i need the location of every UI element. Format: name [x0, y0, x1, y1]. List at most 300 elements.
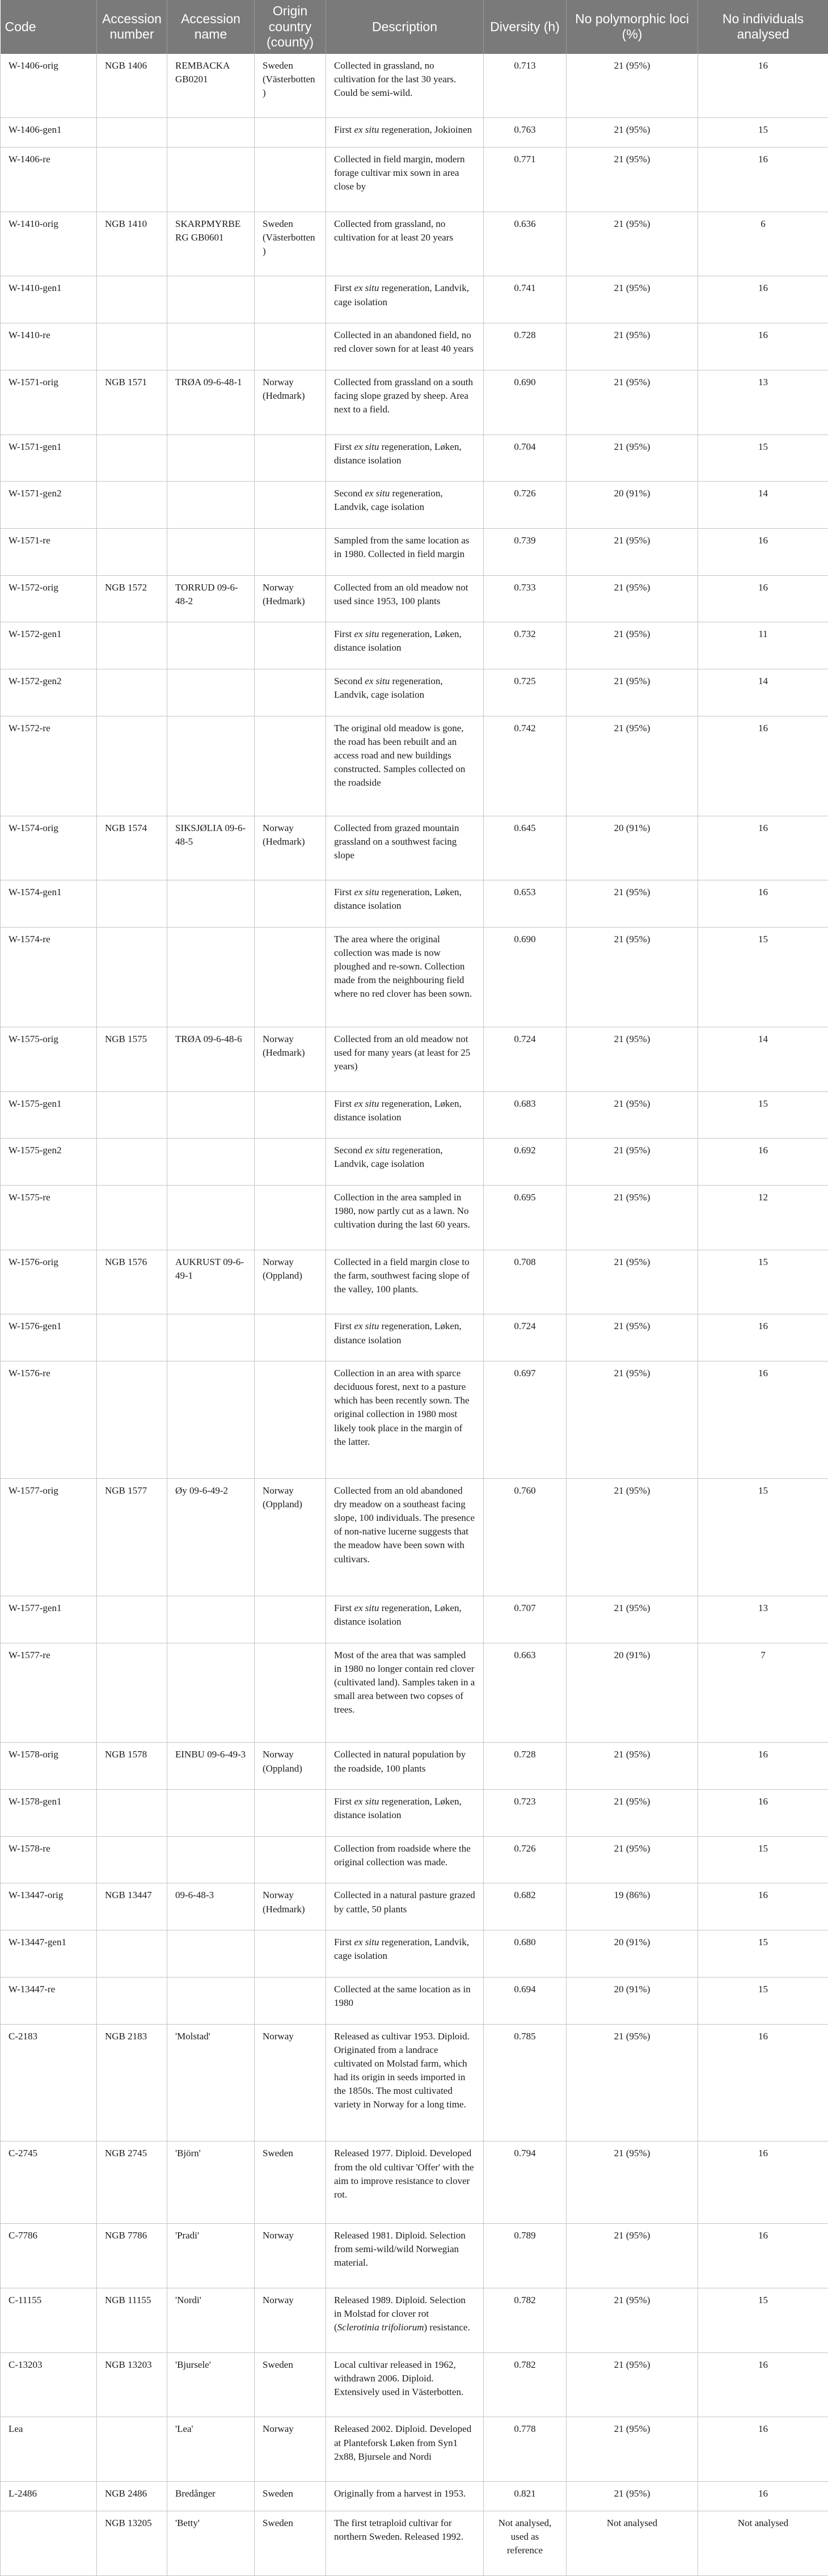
cell-accession-number [97, 482, 167, 529]
table-row [1, 1250, 828, 1314]
table-row [1, 1185, 828, 1250]
table-row [1, 716, 828, 816]
table-row [1, 1836, 828, 1883]
cell-description: Collected from grazed mountain grassland on a southwest facing slope [326, 816, 484, 880]
table-row [1, 54, 828, 118]
cell-accession-number: NGB 1571 [97, 370, 167, 435]
header-polymorphic-loci: No polymorphic loci (%) [567, 0, 698, 54]
italic-term: ex situ [354, 441, 379, 452]
cell-accession-name [167, 880, 255, 927]
cell-accession-name [167, 528, 255, 575]
cell-description [326, 1596, 484, 1643]
header-individuals: No individuals analysed [698, 0, 828, 54]
cell-accession-number [97, 1185, 167, 1250]
cell-individuals: 15 [698, 2288, 828, 2352]
cell-individuals: 15 [698, 118, 828, 147]
cell-accession-name: AUKRUST 09-6-49-1 [167, 1250, 255, 1314]
cell-description [326, 1314, 484, 1361]
cell-description [326, 482, 484, 529]
cell-accession-name: SKARPMYRBERG GB0601 [167, 212, 255, 276]
cell-polymorphic-loci: 21 (95%) [567, 1478, 698, 1596]
table-row [1, 212, 828, 276]
cell-accession-number [97, 1790, 167, 1837]
description-text: regeneration, Landvik, cage isolation [334, 1145, 443, 1170]
table-row [1, 2417, 828, 2482]
cell-polymorphic-loci: 21 (95%) [567, 716, 698, 816]
cell-diversity: 0.680 [484, 1930, 567, 1978]
cell-accession-number: NGB 1577 [97, 1478, 167, 1596]
italic-term: ex situ [354, 124, 379, 136]
cell-diversity: 0.785 [484, 2024, 567, 2141]
cell-accession-name [167, 1091, 255, 1139]
cell-polymorphic-loci: 21 (95%) [567, 435, 698, 482]
cell-accession-number: NGB 1406 [97, 54, 167, 118]
cell-polymorphic-loci: 21 (95%) [567, 1027, 698, 1091]
cell-polymorphic-loci: 21 (95%) [567, 2141, 698, 2224]
cell-accession-name: REMBACKA GB0201 [167, 54, 255, 118]
table-row [1, 1027, 828, 1091]
cell-polymorphic-loci: 21 (95%) [567, 1361, 698, 1479]
cell-origin [255, 927, 326, 1027]
italic-term: ex situ [354, 629, 379, 640]
cell-origin: Norway [255, 2224, 326, 2288]
cell-accession-number: NGB 2745 [97, 2141, 167, 2224]
cell-polymorphic-loci: 21 (95%) [567, 54, 698, 118]
cell-accession-number [97, 1139, 167, 1186]
cell-accession-number [97, 669, 167, 716]
cell-origin [255, 118, 326, 147]
table-row [1, 2482, 828, 2511]
cell-accession-number: NGB 11155 [97, 2288, 167, 2352]
cell-accession-name [167, 1790, 255, 1837]
table-row [1, 528, 828, 575]
cell-polymorphic-loci: 21 (95%) [567, 1743, 698, 1790]
cell-individuals: 16 [698, 1361, 828, 1479]
cell-origin [255, 147, 326, 212]
cell-origin [255, 716, 326, 816]
cell-code: W-1410-orig [1, 212, 97, 276]
cell-code: W-1578-orig [1, 1743, 97, 1790]
description-text: regeneration, Jokioinen [379, 124, 472, 136]
cell-code: W-1572-re [1, 716, 97, 816]
cell-accession-number [97, 1091, 167, 1139]
description-text: First [334, 1321, 354, 1332]
table-row [1, 2224, 828, 2288]
cell-individuals: 16 [698, 1883, 828, 1930]
cell-polymorphic-loci: 21 (95%) [567, 1596, 698, 1643]
cell-description: Collected in a natural pasture grazed by cattle, 50 plants [326, 1883, 484, 1930]
description-text: regeneration, Løken, distance isolation [334, 629, 462, 654]
cell-diversity: 0.741 [484, 276, 567, 323]
cell-diversity: 0.728 [484, 323, 567, 370]
cell-origin [255, 669, 326, 716]
table-row [1, 435, 828, 482]
cell-individuals: 16 [698, 2482, 828, 2511]
description-text: First [334, 124, 354, 136]
cell-polymorphic-loci: 21 (95%) [567, 1836, 698, 1883]
cell-accession-number: NGB 1576 [97, 1250, 167, 1314]
cell-code: W-1578-re [1, 1836, 97, 1883]
cell-origin [255, 1091, 326, 1139]
italic-term: ex situ [354, 1321, 379, 1332]
cell-accession-name: 'Molstad' [167, 2024, 255, 2141]
cell-polymorphic-loci: 21 (95%) [567, 2482, 698, 2511]
cell-origin: Sweden [255, 2511, 326, 2575]
cell-accession-number: NGB 13205 [97, 2511, 167, 2575]
cell-polymorphic-loci: 21 (95%) [567, 622, 698, 669]
italic-term: ex situ [365, 1145, 390, 1156]
cell-origin: Norway (Oppland) [255, 1250, 326, 1314]
cell-code: W-1572-gen1 [1, 622, 97, 669]
cell-individuals: 15 [698, 1478, 828, 1596]
cell-origin [255, 482, 326, 529]
table-row [1, 1361, 828, 1479]
cell-individuals: 16 [698, 880, 828, 927]
cell-diversity: 0.723 [484, 1790, 567, 1837]
cell-polymorphic-loci: 21 (95%) [567, 147, 698, 212]
cell-code: W-1577-orig [1, 1478, 97, 1596]
cell-accession-name [167, 1185, 255, 1250]
cell-diversity: 0.724 [484, 1314, 567, 1361]
table-row [1, 1478, 828, 1596]
header-diversity: Diversity (h) [484, 0, 567, 54]
cell-polymorphic-loci: 21 (95%) [567, 575, 698, 622]
cell-description: Collection from roadside where the original collection was made. [326, 1836, 484, 1883]
cell-accession-name: TRØA 09-6-48-1 [167, 370, 255, 435]
cell-diversity: 0.694 [484, 1977, 567, 2024]
cell-accession-name [167, 1139, 255, 1186]
cell-code: W-1575-gen1 [1, 1091, 97, 1139]
cell-polymorphic-loci: 21 (95%) [567, 212, 698, 276]
cell-description: Collected from grassland on a south facing slope grazed by sheep. Area next to a field. [326, 370, 484, 435]
cell-individuals: 15 [698, 1930, 828, 1978]
cell-diversity: 0.821 [484, 2482, 567, 2511]
cell-individuals: 15 [698, 927, 828, 1027]
cell-accession-number: NGB 7786 [97, 2224, 167, 2288]
cell-accession-number [97, 1836, 167, 1883]
italic-term: ex situ [354, 283, 379, 294]
cell-description [326, 1790, 484, 1837]
cell-accession-name: Øy 09-6-49-2 [167, 1478, 255, 1596]
cell-origin [255, 528, 326, 575]
description-text: First [334, 1602, 354, 1613]
cell-diversity: 0.725 [484, 669, 567, 716]
cell-origin: Norway (Hedmark) [255, 370, 326, 435]
italic-term: ex situ [354, 887, 379, 898]
cell-description [326, 669, 484, 716]
cell-code: W-1575-gen2 [1, 1139, 97, 1186]
cell-accession-number [97, 276, 167, 323]
cell-polymorphic-loci: 21 (95%) [567, 323, 698, 370]
cell-diversity: 0.726 [484, 1836, 567, 1883]
cell-description: Sampled from the same location as in 1980. Collected in field margin [326, 528, 484, 575]
table-row [1, 1091, 828, 1139]
cell-polymorphic-loci: 19 (86%) [567, 1883, 698, 1930]
cell-code: L-2486 [1, 2482, 97, 2511]
cell-code: W-1577-gen1 [1, 1596, 97, 1643]
cell-accession-number: NGB 1572 [97, 575, 167, 622]
table-row [1, 2288, 828, 2352]
cell-code: C-13203 [1, 2352, 97, 2417]
cell-accession-number [97, 927, 167, 1027]
cell-polymorphic-loci: 21 (95%) [567, 528, 698, 575]
description-text: Released 1989. Diploid. Selection in Molstad for clover rot ( [334, 2294, 466, 2333]
cell-description: Collected from an old abandoned dry meadow on a southeast facing slope, 100 individuals. The presence of non-native lucerne suggests that the meadow have been sown with cultivars. [326, 1478, 484, 1596]
cell-individuals: 6 [698, 212, 828, 276]
italic-term: ex situ [354, 1937, 379, 1948]
cell-accession-name [167, 1977, 255, 2024]
cell-diversity: 0.663 [484, 1643, 567, 1743]
cell-accession-number: NGB 2486 [97, 2482, 167, 2511]
cell-individuals: 16 [698, 1314, 828, 1361]
table-row [1, 927, 828, 1027]
description-text: First [334, 887, 354, 898]
header-accession-name: Accession name [167, 0, 255, 54]
table-row [1, 1596, 828, 1643]
cell-accession-number: NGB 1575 [97, 1027, 167, 1091]
cell-individuals: 16 [698, 528, 828, 575]
table-row [1, 118, 828, 147]
cell-accession-name [167, 482, 255, 529]
cell-code: W-13447-orig [1, 1883, 97, 1930]
cell-accession-name [167, 1314, 255, 1361]
cell-individuals: 14 [698, 1027, 828, 1091]
cell-accession-name [167, 118, 255, 147]
cell-code: W-1576-gen1 [1, 1314, 97, 1361]
cell-origin: Norway (Hedmark) [255, 1027, 326, 1091]
description-text: First [334, 441, 354, 452]
cell-code: W-1576-orig [1, 1250, 97, 1314]
cell-diversity: 0.771 [484, 147, 567, 212]
cell-individuals: 13 [698, 1596, 828, 1643]
cell-accession-number [97, 880, 167, 927]
cell-individuals: 16 [698, 1139, 828, 1186]
cell-description: Originally from a harvest in 1953. [326, 2482, 484, 2511]
cell-individuals: 16 [698, 276, 828, 323]
cell-accession-number [97, 622, 167, 669]
cell-individuals: 7 [698, 1643, 828, 1743]
cell-individuals: 12 [698, 1185, 828, 1250]
description-text: regeneration, Løken, distance isolation [334, 1321, 462, 1346]
cell-description: Local cultivar released in 1962, withdrawn 2006. Diploid. Extensively used in Västerbotten. [326, 2352, 484, 2417]
cell-polymorphic-loci: Not analysed [567, 2511, 698, 2575]
cell-description [326, 1930, 484, 1978]
cell-code: W-1577-re [1, 1643, 97, 1743]
cell-diversity: 0.760 [484, 1478, 567, 1596]
cell-diversity: 0.645 [484, 816, 567, 880]
cell-accession-number [97, 1977, 167, 2024]
cell-diversity: 0.789 [484, 2224, 567, 2288]
cell-individuals: 16 [698, 1743, 828, 1790]
italic-term: ex situ [354, 1098, 379, 1109]
description-text: regeneration, Løken, distance isolation [334, 887, 462, 912]
cell-code: W-1410-gen1 [1, 276, 97, 323]
table-row [1, 2141, 828, 2224]
cell-diversity: 0.690 [484, 927, 567, 1027]
cell-description: Collected in an abandoned field, no red clover sown for at least 40 years [326, 323, 484, 370]
cell-code: W-1406-re [1, 147, 97, 212]
cell-origin [255, 1836, 326, 1883]
cell-accession-name [167, 1361, 255, 1479]
table-row [1, 2352, 828, 2417]
cell-code [1, 2511, 97, 2575]
cell-origin: Norway (Oppland) [255, 1743, 326, 1790]
cell-diversity: 0.728 [484, 1743, 567, 1790]
cell-code: W-1572-orig [1, 575, 97, 622]
cell-accession-name [167, 147, 255, 212]
cell-description: Collected from an old meadow not used since 1953, 100 plants [326, 575, 484, 622]
cell-origin [255, 622, 326, 669]
cell-description: Collected from grassland, no cultivation for at least 20 years [326, 212, 484, 276]
cell-diversity: 0.683 [484, 1091, 567, 1139]
cell-diversity: 0.782 [484, 2288, 567, 2352]
cell-description: Collected in natural population by the roadside, 100 plants [326, 1743, 484, 1790]
cell-origin [255, 1977, 326, 2024]
cell-origin: Norway (Oppland) [255, 1478, 326, 1596]
cell-accession-number [97, 528, 167, 575]
header-accession-number: Accession number [97, 0, 167, 54]
cell-description [326, 435, 484, 482]
table-row [1, 1930, 828, 1978]
cell-individuals: 13 [698, 370, 828, 435]
table-row [1, 880, 828, 927]
cell-description [326, 2288, 484, 2352]
cell-description: Released 1977. Diploid. Developed from the old cultivar 'Offer' with the aim to improve resistance to clover rot. [326, 2141, 484, 2224]
cell-individuals: 14 [698, 482, 828, 529]
cell-polymorphic-loci: 21 (95%) [567, 1790, 698, 1837]
cell-description: Released 2002. Diploid. Developed at Planteforsk Løken from Syn1 2x88, Bjursele and Nordi [326, 2417, 484, 2482]
cell-diversity: 0.653 [484, 880, 567, 927]
cell-diversity: 0.682 [484, 1883, 567, 1930]
cell-code: W-1574-gen1 [1, 880, 97, 927]
cell-diversity: 0.708 [484, 1250, 567, 1314]
cell-diversity: 0.713 [484, 54, 567, 118]
cell-description [326, 276, 484, 323]
cell-code: W-1410-re [1, 323, 97, 370]
cell-individuals: 14 [698, 669, 828, 716]
cell-accession-name: 09-6-48-3 [167, 1883, 255, 1930]
cell-accession-number [97, 1361, 167, 1479]
table-row [1, 1977, 828, 2024]
cell-accession-number [97, 1643, 167, 1743]
cell-code: W-1571-gen2 [1, 482, 97, 529]
cell-accession-number [97, 1930, 167, 1978]
cell-accession-number [97, 118, 167, 147]
cell-individuals: 16 [698, 816, 828, 880]
cell-diversity: Not analysed, used as reference [484, 2511, 567, 2575]
cell-origin [255, 1930, 326, 1978]
italic-term: ex situ [354, 1796, 379, 1807]
cell-individuals: 16 [698, 2024, 828, 2141]
cell-polymorphic-loci: 20 (91%) [567, 1930, 698, 1978]
description-text: regeneration, Landvik, cage isolation [334, 1937, 469, 1962]
description-text: Second [334, 488, 365, 499]
table-row [1, 816, 828, 880]
cell-accession-name [167, 1930, 255, 1978]
cell-code: W-1571-orig [1, 370, 97, 435]
cell-polymorphic-loci: 21 (95%) [567, 1139, 698, 1186]
cell-origin: Norway (Hedmark) [255, 1883, 326, 1930]
cell-origin [255, 1596, 326, 1643]
cell-individuals: 16 [698, 1790, 828, 1837]
description-text: regeneration, Landvik, cage isolation [334, 283, 469, 307]
cell-origin [255, 1185, 326, 1250]
cell-origin [255, 1790, 326, 1837]
cell-accession-name [167, 276, 255, 323]
cell-diversity: 0.704 [484, 435, 567, 482]
cell-accession-name [167, 323, 255, 370]
cell-individuals: 16 [698, 2417, 828, 2482]
cell-diversity: 0.782 [484, 2352, 567, 2417]
description-text: regeneration, Løken, distance isolation [334, 1796, 462, 1821]
table-row [1, 1314, 828, 1361]
cell-individuals: 16 [698, 2224, 828, 2288]
cell-description [326, 880, 484, 927]
cell-code: C-11155 [1, 2288, 97, 2352]
description-text: regeneration, Landvik, cage isolation [334, 676, 443, 701]
cell-accession-name [167, 716, 255, 816]
cell-polymorphic-loci: 21 (95%) [567, 1314, 698, 1361]
cell-description: Released 1981. Diploid. Selection from semi-wild/wild Norwegian material. [326, 2224, 484, 2288]
cell-origin: Sweden [255, 2482, 326, 2511]
header-description: Description [326, 0, 484, 54]
cell-origin: Sweden (Västerbotten) [255, 54, 326, 118]
cell-individuals: 15 [698, 1836, 828, 1883]
cell-accession-number [97, 1314, 167, 1361]
cell-individuals: 16 [698, 575, 828, 622]
cell-individuals: 16 [698, 716, 828, 816]
cell-accession-name [167, 1643, 255, 1743]
cell-accession-name: Bredånger [167, 2482, 255, 2511]
cell-origin: Norway (Hedmark) [255, 816, 326, 880]
cell-origin: Sweden [255, 2352, 326, 2417]
cell-code: W-1574-re [1, 927, 97, 1027]
cell-accession-name: SIKSJØLIA 09-6-48-5 [167, 816, 255, 880]
cell-polymorphic-loci: 21 (95%) [567, 2224, 698, 2288]
cell-accession-number [97, 435, 167, 482]
cell-accession-name [167, 669, 255, 716]
cell-code: C-2183 [1, 2024, 97, 2141]
cell-description: Most of the area that was sampled in 1980 no longer contain red clover (cultivated land). Samples taken in a small area between two copses of trees. [326, 1643, 484, 1743]
cell-code: W-13447-gen1 [1, 1930, 97, 1978]
cell-origin [255, 1361, 326, 1479]
cell-accession-number [97, 2417, 167, 2482]
cell-origin: Sweden [255, 2141, 326, 2224]
cell-polymorphic-loci: 20 (91%) [567, 1977, 698, 2024]
cell-accession-name [167, 1836, 255, 1883]
cell-individuals: 15 [698, 1091, 828, 1139]
cell-code: W-13447-re [1, 1977, 97, 2024]
cell-accession-number [97, 323, 167, 370]
cell-polymorphic-loci: 21 (95%) [567, 2024, 698, 2141]
description-text: regeneration, Landvik, cage isolation [334, 488, 443, 513]
description-text: First [334, 283, 354, 294]
cell-diversity: 0.794 [484, 2141, 567, 2224]
cell-origin [255, 276, 326, 323]
cell-accession-name: 'Pradi' [167, 2224, 255, 2288]
cell-diversity: 0.732 [484, 622, 567, 669]
cell-code: W-1576-re [1, 1361, 97, 1479]
cell-diversity: 0.724 [484, 1027, 567, 1091]
cell-origin [255, 323, 326, 370]
table-row [1, 1743, 828, 1790]
cell-description: Collected in field margin, modern forage cultivar mix sown in area close by [326, 147, 484, 212]
cell-origin: Norway [255, 2288, 326, 2352]
cell-diversity: 0.695 [484, 1185, 567, 1250]
cell-description [326, 622, 484, 669]
cell-diversity: 0.739 [484, 528, 567, 575]
description-text: First [334, 1098, 354, 1109]
